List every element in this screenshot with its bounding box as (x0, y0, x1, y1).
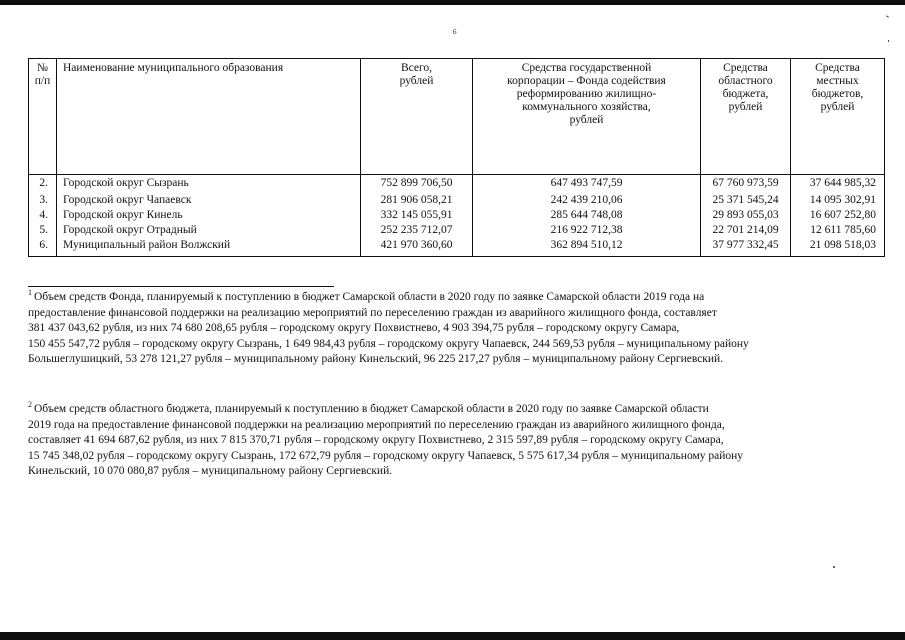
page-number: 6 (453, 28, 457, 36)
footnote-fund (28, 290, 888, 368)
row-fund: 362 894 510,12 (473, 239, 701, 257)
footnote-line: Большеглушицкий, 53 278 121,27 рубля – муниципальному району Кинельский, 96 225 217,27 рубля – муниципальному району Сергиевский. (28, 353, 724, 365)
row-total: 752 899 706,50 (361, 175, 473, 195)
footnote-marker: 2 (28, 400, 32, 410)
footnote-line: Кинельский, 10 070 080,87 рубля – муниципальному району Сергиевский. (28, 465, 393, 477)
row-fund: 647 493 747,59 (473, 175, 701, 195)
row-name: Городской округ Чапаевск (57, 194, 361, 209)
row-num: 3. (29, 194, 57, 209)
row-regional: 25 371 545,24 (701, 194, 791, 209)
row-name: Муниципальный район Волжский (57, 239, 361, 257)
row-local: 12 611 785,60 (791, 224, 885, 239)
row-regional: 67 760 973,59 (701, 175, 791, 195)
row-regional: 29 893 055,03 (701, 209, 791, 224)
footnote-line: предоставление финансовой поддержки на реализацию мероприятий по переселению граждан из аварийного жилищного фонда, составляет (28, 306, 717, 319)
row-num: 2. (29, 175, 57, 195)
row-local: 37 644 985,32 (791, 175, 885, 195)
scan-border-bottom (0, 632, 905, 640)
table-row (29, 194, 885, 209)
header-num: № п/п (29, 59, 57, 175)
footnote-marker: 1 (28, 288, 32, 298)
table-row (29, 175, 885, 195)
row-num: 4. (29, 209, 57, 224)
row-regional: 22 701 214,09 (701, 224, 791, 239)
header-total: Всего, рублей (361, 59, 473, 175)
row-name: Городской округ Сызрань (57, 175, 361, 195)
header-local: Средства местных бюджетов, рублей (791, 59, 885, 175)
footnote-line: 2019 года на предоставление финансовой поддержки на реализацию мероприятий по переселению граждан из аварийного жилищного фонда, (28, 418, 725, 431)
scan-speck (833, 566, 835, 568)
row-name: Городской округ Кинель (57, 209, 361, 224)
table-row (29, 239, 885, 257)
footnote-line: 150 455 547,72 рубля – городскому округу Сызрань, 1 649 984,43 рубля – городскому округу Чапаевск, 244 569,53 рубля – муниципальному району (28, 337, 749, 350)
scan-speck (888, 40, 889, 42)
footnote-line: составляет 41 694 687,62 рубля, из них 7 815 370,71 рубля – городскому округу Похвистнево, 2 315 597,89 рубля – городскому округу Самара, (28, 434, 724, 446)
footnote-line: $^2$ Объем средств областного бюджета, планируемый к поступлению в бюджет Самарской области в 2020 году по заявке Самарской области (28, 400, 709, 415)
row-local: 16 607 252,80 (791, 209, 885, 224)
table-header-row (29, 59, 885, 175)
table-row (29, 209, 885, 224)
row-fund: 242 439 210,06 (473, 194, 701, 209)
row-fund: 285 644 748,08 (473, 209, 701, 224)
row-total: 252 235 712,07 (361, 224, 473, 239)
row-total: 332 145 055,91 (361, 209, 473, 224)
funding-table (28, 58, 885, 257)
footnote-line: 15 745 348,02 рубля – городскому округу Сызрань, 172 672,79 рубля – городскому округу Чапаевск, 5 575 617,34 рубля – муниципальному району (28, 449, 744, 462)
footnote-line: $^1$ Объем средств Фонда, планируемый к поступлению в бюджет Самарской области в 2020 году по заявке Самарской области 2019 года на (28, 288, 705, 303)
scan-border-top (0, 0, 905, 5)
row-num: 6. (29, 239, 57, 257)
row-name: Городской округ Отрадный (57, 224, 361, 239)
table-row (29, 224, 885, 239)
header-name: Наименование муниципального образования (57, 59, 361, 175)
row-num: 5. (29, 224, 57, 239)
header-regional: Средства областного бюджета, рублей (701, 59, 791, 175)
footnote-line: 381 437 043,62 рубля, из них 74 680 208,65 рубля – городскому округу Похвистнево, 4 903 394,75 рубля – городскому округу Самара, (28, 322, 680, 334)
row-local: 14 095 302,91 (791, 194, 885, 209)
row-total: 421 970 360,60 (361, 239, 473, 257)
footnote-regional (28, 402, 888, 480)
row-total: 281 906 058,21 (361, 194, 473, 209)
row-local: 21 098 518,03 (791, 239, 885, 257)
row-regional: 37 977 332,45 (701, 239, 791, 257)
footnote-separator (28, 286, 334, 287)
row-fund: 216 922 712,38 (473, 224, 701, 239)
scan-speck (886, 15, 889, 17)
header-fund: Средства государственной корпорации – Фонда содействия реформированию жилищно- коммунального хозяйства, рублей (473, 59, 701, 175)
